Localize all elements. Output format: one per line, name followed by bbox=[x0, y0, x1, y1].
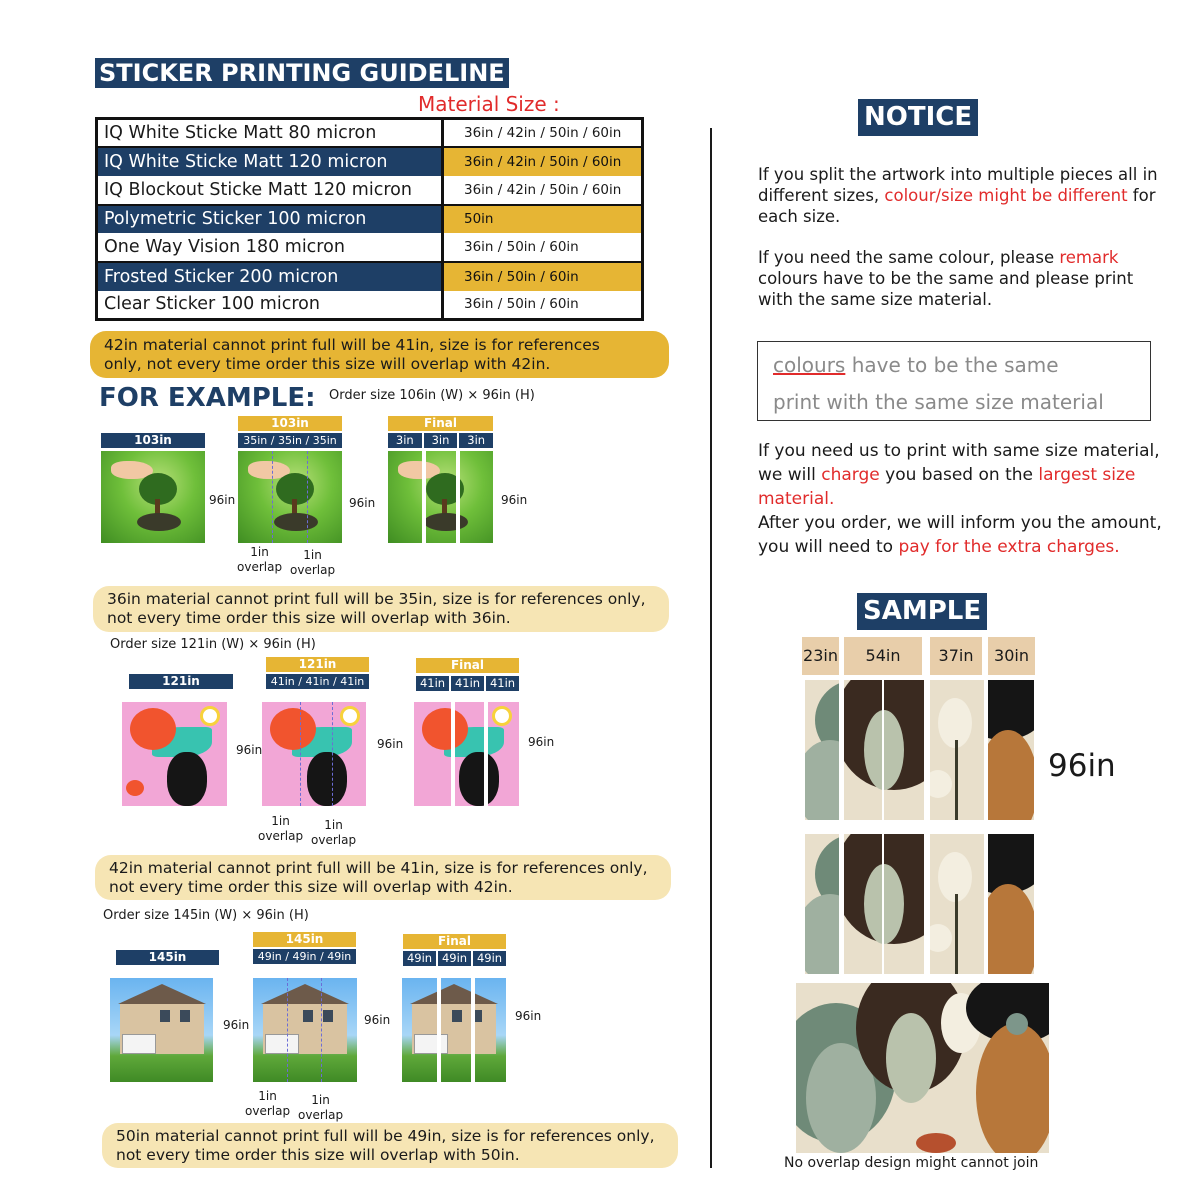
height-label: 96in bbox=[349, 496, 376, 510]
final-label: Final bbox=[403, 934, 506, 949]
overlap-word: overlap bbox=[290, 563, 336, 577]
overlap-note bbox=[237, 545, 282, 575]
sample-heading: SAMPLE bbox=[857, 593, 987, 630]
sample-strip bbox=[844, 834, 924, 974]
example-heading: FOR EXAMPLE: bbox=[99, 383, 316, 413]
final-segment: 41in bbox=[416, 676, 449, 691]
overlap-note bbox=[311, 818, 356, 848]
sample-strip bbox=[805, 680, 839, 820]
note-line: 42in material cannot print full will be 41in, size is for references only, bbox=[109, 858, 648, 877]
final-segment: 49in bbox=[473, 951, 506, 966]
note-line: only, not every time order this size will overlap with 42in. bbox=[104, 354, 551, 373]
overlap-note bbox=[245, 1089, 290, 1119]
remark-text: have to be the same bbox=[845, 353, 1059, 377]
overlap-value: 1in bbox=[311, 1093, 330, 1107]
overlap-note bbox=[290, 548, 335, 578]
note-line: 50in material cannot print full will be 49in, size is for references only, bbox=[116, 1126, 655, 1145]
material-sizes: 36in / 42in / 50in / 60in bbox=[443, 176, 643, 205]
nature-image-split bbox=[238, 451, 342, 543]
note-line: 42in material cannot print full will be 41in, size is for references bbox=[104, 335, 600, 354]
table-row bbox=[97, 233, 643, 262]
notice-text: After you order, we will inform you the amount, you will need to bbox=[758, 513, 1162, 557]
overlap-word: overlap bbox=[311, 833, 357, 847]
sample-combined-image bbox=[796, 983, 1049, 1153]
material-sizes: 36in / 50in / 60in bbox=[464, 296, 579, 313]
notice-paragraph-2 bbox=[758, 247, 1168, 310]
full-width-label: 121in bbox=[129, 674, 233, 689]
final-segment: 49in bbox=[438, 951, 471, 966]
pop-art-image-split bbox=[262, 702, 366, 806]
height-label: 96in bbox=[515, 1009, 542, 1023]
height-label: 96in bbox=[223, 1018, 250, 1032]
final-segment: 49in bbox=[403, 951, 436, 966]
overlap-value: 1in bbox=[250, 545, 269, 559]
material-sizes: 36in / 50in / 60in bbox=[443, 262, 643, 291]
notice-highlight: largest size material. bbox=[758, 465, 1136, 509]
sample-width-label: 30in bbox=[988, 637, 1035, 675]
sample-strip bbox=[988, 680, 1034, 820]
notice-text: If you need the same colour, please bbox=[758, 248, 1060, 267]
sample-height-label: 96in bbox=[1048, 748, 1116, 784]
order-size: Order size 121in (W) × 96in (H) bbox=[110, 637, 316, 652]
overlap-value: 1in bbox=[258, 1089, 277, 1103]
final-segments bbox=[416, 676, 519, 691]
overlap-value: 1in bbox=[271, 814, 290, 828]
nature-image-final bbox=[388, 451, 493, 543]
note-line: not every time order this size will overlap with 50in. bbox=[116, 1145, 520, 1164]
final-segments bbox=[388, 433, 493, 448]
notice-paragraph-4 bbox=[758, 511, 1168, 559]
notice-paragraph-1 bbox=[758, 164, 1168, 227]
material-name: IQ White Sticke Matt 80 micron bbox=[97, 119, 443, 148]
material-sizes: 36in / 42in / 50in / 60in bbox=[443, 147, 643, 176]
note-42in bbox=[95, 855, 671, 900]
final-label: Final bbox=[416, 658, 519, 673]
table-row bbox=[97, 291, 643, 320]
house-image-final bbox=[402, 978, 506, 1082]
note-line: not every time order this size will overlap with 36in. bbox=[107, 609, 511, 627]
remark-line bbox=[773, 347, 1135, 384]
pop-art-image-full bbox=[122, 702, 227, 806]
final-label: Final bbox=[388, 416, 493, 431]
material-sizes: 36in / 50in / 60in bbox=[443, 233, 643, 262]
material-name: Polymetric Sticker 100 micron bbox=[97, 205, 443, 234]
material-sizes: 36in / 42in / 50in / 60in bbox=[443, 119, 643, 148]
house-image-split bbox=[253, 978, 357, 1082]
note-42in-top bbox=[90, 331, 669, 378]
notice-highlight: colour/size might be different bbox=[884, 186, 1128, 205]
remark-underlined: colours bbox=[773, 353, 846, 377]
table-row bbox=[97, 176, 643, 205]
nature-image-full bbox=[101, 451, 205, 543]
sample-strip bbox=[930, 680, 984, 820]
split-width-label: 103in bbox=[238, 416, 342, 431]
overlap-note bbox=[298, 1093, 343, 1123]
full-width-label: 103in bbox=[101, 433, 205, 448]
material-name: Clear Sticker 100 micron bbox=[97, 291, 443, 320]
note-line: 36in material cannot print full will be 35in, size is for references only, bbox=[107, 590, 646, 608]
material-name: IQ White Sticke Matt 120 micron bbox=[97, 147, 443, 176]
page-title: STICKER PRINTING GUIDELINE bbox=[95, 58, 509, 88]
notice-paragraph-3 bbox=[758, 439, 1168, 511]
notice-heading: NOTICE bbox=[858, 99, 978, 136]
order-size: Order size 145in (W) × 96in (H) bbox=[103, 908, 309, 923]
split-sizes-label: 35in / 35in / 35in bbox=[238, 433, 342, 448]
overlap-word: overlap bbox=[298, 1108, 344, 1122]
material-name: One Way Vision 180 micron bbox=[97, 233, 443, 262]
notice-highlight: charge bbox=[821, 465, 880, 485]
notice-highlight: remark bbox=[1059, 248, 1119, 267]
final-segment: 3in bbox=[388, 433, 422, 448]
material-size-table bbox=[95, 117, 644, 321]
sample-width-label: 54in bbox=[844, 637, 922, 675]
height-label: 96in bbox=[236, 743, 263, 757]
sample-strip bbox=[930, 834, 984, 974]
notice-text: If you need us to print with same size material, we will bbox=[758, 441, 1160, 485]
overlap-note bbox=[258, 814, 303, 844]
notice-highlight: pay for the extra charges. bbox=[898, 537, 1120, 557]
notice-text: colours have to be the same and please print with the same size material. bbox=[758, 269, 1134, 309]
order-size: Order size 106in (W) × 96in (H) bbox=[329, 388, 535, 403]
remark-example-box bbox=[757, 341, 1151, 421]
sample-caption: No overlap design might cannot join bbox=[784, 1155, 1039, 1171]
height-label: 96in bbox=[377, 737, 404, 751]
final-segment: 3in bbox=[459, 433, 493, 448]
material-size-heading: Material Size : bbox=[418, 92, 560, 116]
notice-text: for each size. bbox=[758, 186, 1156, 226]
notice-text: you based on the bbox=[879, 465, 1039, 485]
notice-text: If you split the artwork into multiple pieces all in different sizes, bbox=[758, 165, 1158, 205]
pop-art-image-final bbox=[414, 702, 519, 806]
house-image-full bbox=[110, 978, 213, 1082]
height-label: 96in bbox=[528, 735, 555, 749]
height-label: 96in bbox=[209, 493, 236, 507]
full-width-label: 145in bbox=[116, 950, 219, 965]
note-50in bbox=[102, 1123, 678, 1168]
overlap-word: overlap bbox=[258, 829, 304, 843]
note-36in bbox=[93, 586, 669, 632]
final-segments bbox=[403, 951, 506, 966]
table-row bbox=[97, 119, 643, 148]
final-segment: 41in bbox=[486, 676, 519, 691]
overlap-word: overlap bbox=[245, 1104, 291, 1118]
sample-strip bbox=[988, 834, 1034, 974]
height-label: 96in bbox=[501, 493, 528, 507]
table-row bbox=[97, 262, 643, 291]
split-sizes-label: 41in / 41in / 41in bbox=[266, 674, 369, 689]
table-row bbox=[97, 205, 643, 234]
overlap-value: 1in bbox=[303, 548, 322, 562]
remark-line: print with the same size material bbox=[773, 390, 1104, 414]
final-segment: 41in bbox=[451, 676, 484, 691]
sample-width-label: 23in bbox=[802, 637, 839, 675]
note-line: not every time order this size will overlap with 42in. bbox=[109, 877, 513, 896]
material-name: Frosted Sticker 200 micron bbox=[97, 262, 443, 291]
overlap-word: overlap bbox=[237, 560, 283, 574]
split-width-label: 145in bbox=[253, 932, 356, 947]
material-name: IQ Blockout Sticke Matt 120 micron bbox=[97, 176, 443, 205]
split-sizes-label: 49in / 49in / 49in bbox=[253, 949, 356, 964]
sample-strip bbox=[805, 834, 839, 974]
overlap-value: 1in bbox=[324, 818, 343, 832]
final-segment: 3in bbox=[424, 433, 458, 448]
sample-strip bbox=[844, 680, 924, 820]
material-sizes: 50in bbox=[443, 205, 643, 234]
table-row bbox=[97, 147, 643, 176]
split-width-label: 121in bbox=[266, 657, 369, 672]
column-divider bbox=[710, 128, 712, 1168]
height-label: 96in bbox=[364, 1013, 391, 1027]
sample-width-label: 37in bbox=[930, 637, 982, 675]
